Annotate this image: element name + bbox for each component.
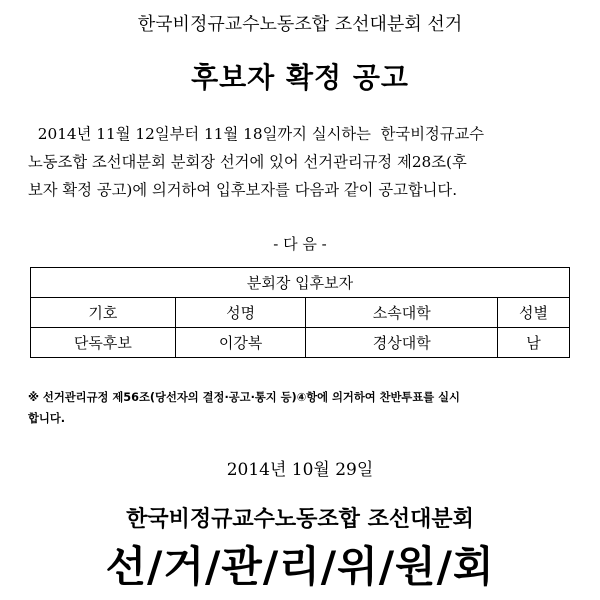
notice-body-line: 노동조합 조선대분회 분회장 선거에 있어 선거관리규정 제28조(후 (28, 153, 467, 171)
cell-college: 경상대학 (306, 328, 498, 358)
column-header-college: 소속대학 (306, 298, 498, 328)
notice-title: 후보자 확정 공고 (191, 61, 409, 94)
organization-header: 한국비정규교수노동조합 조선대분회 선거 (137, 14, 463, 35)
notice-date: 2014년 10월 29일 (226, 460, 374, 480)
table-caption: 분회장 입후보자 (31, 268, 570, 298)
candidate-table (30, 267, 570, 358)
footnote (28, 387, 576, 429)
table-row (31, 328, 570, 358)
list-heading: - 다 음 - (273, 235, 327, 253)
organization-footer: 한국비정규교수노동조합 조선대분회 (126, 507, 474, 532)
cell-number: 단독후보 (31, 328, 176, 358)
committee-name: 선/거/관/리/위/원/회 (105, 542, 495, 591)
cell-name: 이강복 (175, 328, 306, 358)
footnote-line: 합니다. (28, 412, 66, 425)
column-header-number: 기호 (31, 298, 176, 328)
footnote-line: ※ 선거관리규정 제56조(당선자의 결정·공고·통지 등)④항에 의거하여 찬반투표를 실시 (28, 391, 460, 404)
table-caption-row (31, 268, 570, 298)
table-header-row (31, 298, 570, 328)
notice-body-line: 2014년 11월 12일부터 11월 18일까지 실시하는 한국비정규교수 (28, 125, 485, 143)
column-header-gender: 성별 (498, 298, 570, 328)
notice-body-line: 보자 확정 공고)에 의거하여 입후보자를 다음과 같이 공고합니다. (28, 181, 458, 199)
cell-gender: 남 (498, 328, 570, 358)
notice-body (28, 120, 576, 204)
column-header-name: 성명 (175, 298, 306, 328)
